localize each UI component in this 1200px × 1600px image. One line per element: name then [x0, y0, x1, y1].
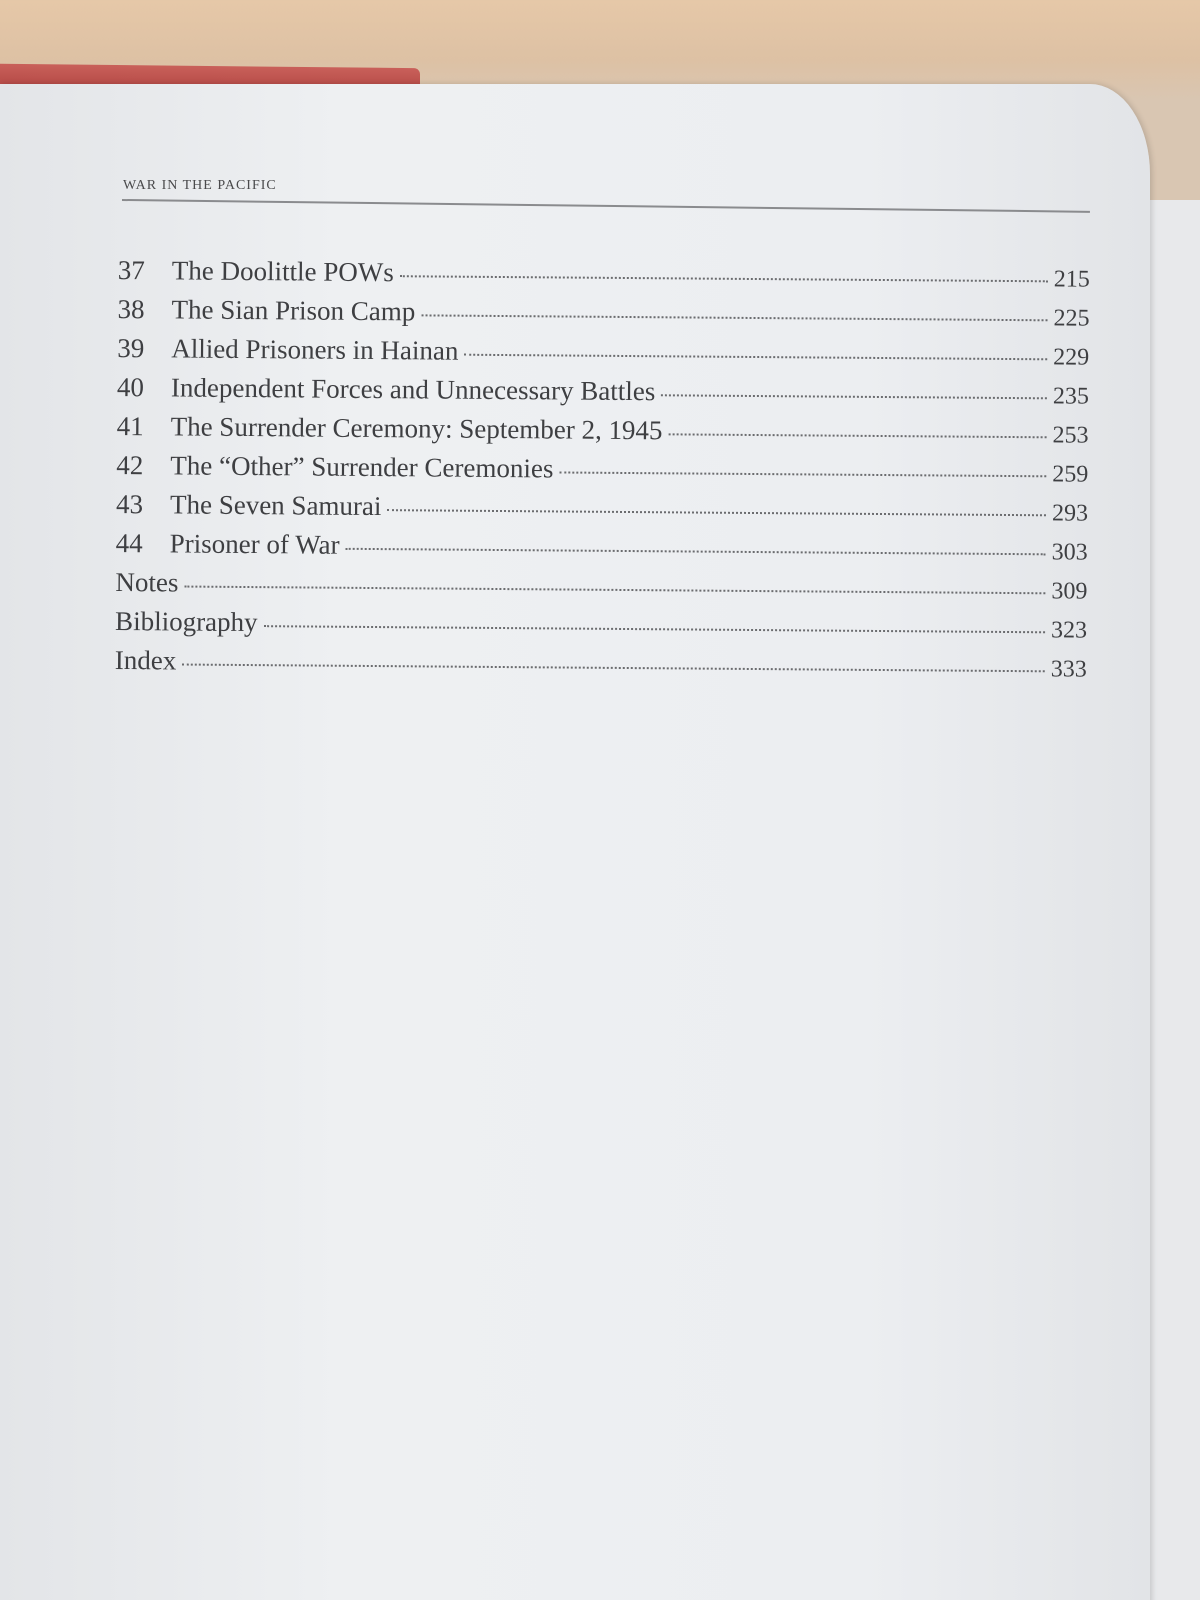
- dot-leader: [400, 275, 1048, 282]
- dot-leader: [264, 625, 1045, 633]
- table-of-contents: [115, 255, 1090, 692]
- toc-entry-page: 323: [1050, 617, 1088, 644]
- dot-leader: [182, 664, 1045, 673]
- toc-entry-number: 44: [115, 527, 143, 559]
- toc-entry-page: 293: [1051, 500, 1089, 527]
- toc-entry-title: The Doolittle POWs: [171, 255, 394, 288]
- toc-entry-number: 41: [116, 410, 144, 442]
- toc-entry-number: 42: [116, 449, 144, 481]
- dot-leader: [464, 354, 1047, 361]
- toc-entry-title: Prisoner of War: [169, 528, 340, 560]
- toc-entry: [115, 645, 1087, 692]
- toc-entry-page: 253: [1052, 422, 1089, 449]
- toc-entry-page: 235: [1052, 383, 1090, 410]
- toc-entry-page: 259: [1052, 461, 1089, 488]
- running-head: WAR IN THE PACIFIC: [123, 178, 277, 193]
- dot-leader: [668, 433, 1046, 438]
- toc-entry-title: Bibliography: [115, 605, 258, 638]
- toc-entry-title: The Surrender Ceremony: September 2, 1945: [170, 411, 663, 446]
- toc-entry-page: 303: [1051, 539, 1088, 566]
- dot-leader: [421, 314, 1047, 321]
- toc-entry-number: 43: [115, 488, 144, 520]
- dot-leader: [387, 509, 1046, 516]
- toc-entry-number: 40: [116, 371, 145, 403]
- toc-entry-number: 38: [117, 293, 145, 325]
- toc-entry-page: 229: [1053, 344, 1090, 371]
- toc-entry-number: 37: [117, 255, 145, 286]
- toc-entry-title: The Sian Prison Camp: [171, 294, 416, 327]
- toc-entry-title: Index: [114, 644, 177, 676]
- toc-entry-title: The “Other” Surrender Ceremonies: [170, 450, 554, 484]
- dot-leader: [345, 548, 1045, 555]
- toc-entry-page: 215: [1053, 266, 1090, 293]
- toc-entry-page: 225: [1053, 305, 1090, 332]
- toc-entry-title: Allied Prisoners in Hainan: [171, 333, 459, 366]
- toc-entry-page: 333: [1050, 656, 1087, 683]
- dot-leader: [661, 394, 1047, 399]
- dot-leader: [559, 471, 1046, 477]
- dot-leader: [184, 586, 1045, 595]
- toc-entry-title: Independent Forces and Unnecessary Battles: [170, 372, 656, 407]
- toc-entry-number: 39: [117, 332, 145, 364]
- toc-entry-page: 309: [1051, 578, 1088, 605]
- toc-entry-title: The Seven Samurai: [169, 489, 382, 522]
- toc-entry-title: Notes: [115, 566, 179, 598]
